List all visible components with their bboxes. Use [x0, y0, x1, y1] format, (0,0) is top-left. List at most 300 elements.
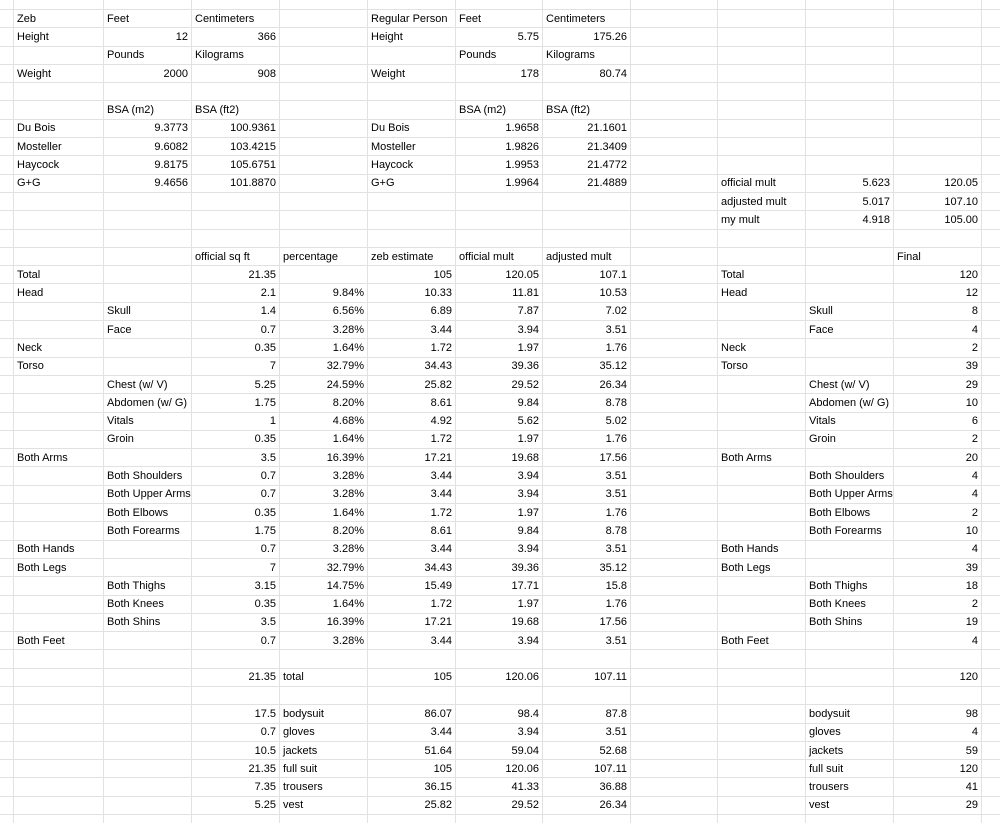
empty-cell[interactable] [631, 614, 718, 632]
empty-cell[interactable] [718, 83, 806, 101]
cell-r30c1[interactable]: Both Hands [14, 541, 104, 559]
empty-cell[interactable] [718, 431, 806, 449]
cell-r21c6[interactable]: 29.52 [456, 376, 543, 394]
empty-cell[interactable] [14, 211, 104, 229]
empty-cell[interactable] [982, 504, 1000, 522]
cell-r3c3[interactable]: Kilograms [192, 47, 280, 65]
empty-cell[interactable] [104, 815, 192, 823]
cell-r43c3[interactable]: 7.35 [192, 778, 280, 796]
empty-cell[interactable] [0, 101, 14, 119]
empty-cell[interactable] [982, 724, 1000, 742]
cell-r28c2[interactable]: Both Elbows [104, 504, 192, 522]
empty-cell[interactable] [631, 10, 718, 28]
cell-r42c4[interactable]: full suit [280, 760, 368, 778]
cell-r9c5[interactable]: Haycock [368, 156, 456, 174]
empty-cell[interactable] [982, 431, 1000, 449]
cell-r35c11[interactable]: 4 [894, 632, 982, 650]
empty-cell[interactable] [982, 138, 1000, 156]
cell-r25c9[interactable]: Both Arms [718, 449, 806, 467]
empty-cell[interactable] [631, 101, 718, 119]
empty-cell[interactable] [14, 504, 104, 522]
cell-r35c1[interactable]: Both Feet [14, 632, 104, 650]
cell-r16c7[interactable]: 10.53 [543, 284, 631, 302]
empty-cell[interactable] [982, 211, 1000, 229]
cell-r18c10[interactable]: Face [806, 321, 894, 339]
cell-r40c11[interactable]: 4 [894, 724, 982, 742]
empty-cell[interactable] [631, 138, 718, 156]
cell-r16c3[interactable]: 2.1 [192, 284, 280, 302]
cell-r32c3[interactable]: 3.15 [192, 577, 280, 595]
empty-cell[interactable] [192, 230, 280, 248]
empty-cell[interactable] [806, 47, 894, 65]
cell-r34c10[interactable]: Both Shins [806, 614, 894, 632]
empty-cell[interactable] [718, 65, 806, 83]
cell-r21c10[interactable]: Chest (w/ V) [806, 376, 894, 394]
cell-r4c1[interactable]: Weight [14, 65, 104, 83]
empty-cell[interactable] [894, 156, 982, 174]
empty-cell[interactable] [280, 815, 368, 823]
cell-r35c4[interactable]: 3.28% [280, 632, 368, 650]
cell-r19c1[interactable]: Neck [14, 339, 104, 357]
empty-cell[interactable] [456, 815, 543, 823]
empty-cell[interactable] [806, 358, 894, 376]
empty-cell[interactable] [982, 65, 1000, 83]
cell-r10c2[interactable]: 9.4656 [104, 175, 192, 193]
empty-cell[interactable] [982, 559, 1000, 577]
empty-cell[interactable] [104, 230, 192, 248]
cell-r41c4[interactable]: jackets [280, 742, 368, 760]
empty-cell[interactable] [631, 248, 718, 266]
empty-cell[interactable] [368, 101, 456, 119]
cell-r24c6[interactable]: 1.97 [456, 431, 543, 449]
cell-r22c6[interactable]: 9.84 [456, 394, 543, 412]
cell-r44c6[interactable]: 29.52 [456, 797, 543, 815]
empty-cell[interactable] [982, 193, 1000, 211]
empty-cell[interactable] [806, 632, 894, 650]
cell-r8c2[interactable]: 9.6082 [104, 138, 192, 156]
empty-cell[interactable] [104, 760, 192, 778]
empty-cell[interactable] [192, 211, 280, 229]
empty-cell[interactable] [631, 83, 718, 101]
cell-r42c5[interactable]: 105 [368, 760, 456, 778]
empty-cell[interactable] [0, 559, 14, 577]
empty-cell[interactable] [368, 211, 456, 229]
empty-cell[interactable] [0, 175, 14, 193]
empty-cell[interactable] [0, 0, 14, 10]
empty-cell[interactable] [14, 687, 104, 705]
cell-r31c7[interactable]: 35.12 [543, 559, 631, 577]
empty-cell[interactable] [104, 742, 192, 760]
empty-cell[interactable] [718, 577, 806, 595]
cell-r20c6[interactable]: 39.36 [456, 358, 543, 376]
empty-cell[interactable] [280, 230, 368, 248]
cell-r29c6[interactable]: 9.84 [456, 522, 543, 540]
empty-cell[interactable] [0, 778, 14, 796]
empty-cell[interactable] [718, 47, 806, 65]
cell-r39c4[interactable]: bodysuit [280, 705, 368, 723]
cell-r37c6[interactable]: 120.06 [456, 669, 543, 687]
cell-r22c11[interactable]: 10 [894, 394, 982, 412]
cell-r3c2[interactable]: Pounds [104, 47, 192, 65]
cell-r29c7[interactable]: 8.78 [543, 522, 631, 540]
cell-r4c2[interactable]: 2000 [104, 65, 192, 83]
cell-r23c6[interactable]: 5.62 [456, 413, 543, 431]
cell-r23c10[interactable]: Vitals [806, 413, 894, 431]
empty-cell[interactable] [982, 797, 1000, 815]
empty-cell[interactable] [14, 467, 104, 485]
empty-cell[interactable] [982, 449, 1000, 467]
cell-r17c6[interactable]: 7.87 [456, 303, 543, 321]
cell-r14c3[interactable]: official sq ft [192, 248, 280, 266]
empty-cell[interactable] [982, 156, 1000, 174]
cell-r26c3[interactable]: 0.7 [192, 467, 280, 485]
empty-cell[interactable] [806, 541, 894, 559]
cell-r40c5[interactable]: 3.44 [368, 724, 456, 742]
cell-r17c3[interactable]: 1.4 [192, 303, 280, 321]
cell-r10c7[interactable]: 21.4889 [543, 175, 631, 193]
cell-r32c7[interactable]: 15.8 [543, 577, 631, 595]
cell-r6c7[interactable]: BSA (ft2) [543, 101, 631, 119]
empty-cell[interactable] [192, 650, 280, 668]
empty-cell[interactable] [368, 815, 456, 823]
empty-cell[interactable] [14, 248, 104, 266]
cell-r29c4[interactable]: 8.20% [280, 522, 368, 540]
empty-cell[interactable] [14, 742, 104, 760]
cell-r24c5[interactable]: 1.72 [368, 431, 456, 449]
empty-cell[interactable] [982, 358, 1000, 376]
cell-r39c7[interactable]: 87.8 [543, 705, 631, 723]
cell-r42c11[interactable]: 120 [894, 760, 982, 778]
empty-cell[interactable] [104, 193, 192, 211]
cell-r8c5[interactable]: Mosteller [368, 138, 456, 156]
cell-r7c6[interactable]: 1.9658 [456, 120, 543, 138]
empty-cell[interactable] [982, 83, 1000, 101]
empty-cell[interactable] [806, 248, 894, 266]
cell-r40c4[interactable]: gloves [280, 724, 368, 742]
cell-r20c1[interactable]: Torso [14, 358, 104, 376]
cell-r30c3[interactable]: 0.7 [192, 541, 280, 559]
cell-r30c6[interactable]: 3.94 [456, 541, 543, 559]
empty-cell[interactable] [718, 101, 806, 119]
empty-cell[interactable] [982, 376, 1000, 394]
cell-r19c5[interactable]: 1.72 [368, 339, 456, 357]
cell-r17c10[interactable]: Skull [806, 303, 894, 321]
empty-cell[interactable] [543, 0, 631, 10]
empty-cell[interactable] [0, 467, 14, 485]
cell-r6c2[interactable]: BSA (m2) [104, 101, 192, 119]
empty-cell[interactable] [104, 248, 192, 266]
empty-cell[interactable] [0, 724, 14, 742]
empty-cell[interactable] [631, 650, 718, 668]
empty-cell[interactable] [0, 193, 14, 211]
empty-cell[interactable] [280, 65, 368, 83]
empty-cell[interactable] [104, 724, 192, 742]
empty-cell[interactable] [894, 101, 982, 119]
empty-cell[interactable] [631, 596, 718, 614]
empty-cell[interactable] [280, 193, 368, 211]
empty-cell[interactable] [104, 778, 192, 796]
empty-cell[interactable] [104, 83, 192, 101]
cell-r1c5[interactable]: Regular Person [368, 10, 456, 28]
cell-r32c5[interactable]: 15.49 [368, 577, 456, 595]
empty-cell[interactable] [104, 687, 192, 705]
cell-r21c7[interactable]: 26.34 [543, 376, 631, 394]
cell-r32c4[interactable]: 14.75% [280, 577, 368, 595]
empty-cell[interactable] [14, 83, 104, 101]
cell-r24c11[interactable]: 2 [894, 431, 982, 449]
empty-cell[interactable] [718, 0, 806, 10]
cell-r30c9[interactable]: Both Hands [718, 541, 806, 559]
empty-cell[interactable] [631, 815, 718, 823]
empty-cell[interactable] [104, 669, 192, 687]
empty-cell[interactable] [192, 0, 280, 10]
empty-cell[interactable] [14, 778, 104, 796]
empty-cell[interactable] [631, 284, 718, 302]
empty-cell[interactable] [104, 632, 192, 650]
empty-cell[interactable] [718, 522, 806, 540]
cell-r40c10[interactable]: gloves [806, 724, 894, 742]
empty-cell[interactable] [806, 669, 894, 687]
empty-cell[interactable] [280, 156, 368, 174]
cell-r34c4[interactable]: 16.39% [280, 614, 368, 632]
empty-cell[interactable] [718, 760, 806, 778]
cell-r24c3[interactable]: 0.35 [192, 431, 280, 449]
empty-cell[interactable] [456, 687, 543, 705]
empty-cell[interactable] [982, 10, 1000, 28]
empty-cell[interactable] [543, 815, 631, 823]
empty-cell[interactable] [631, 321, 718, 339]
empty-cell[interactable] [0, 614, 14, 632]
empty-cell[interactable] [631, 504, 718, 522]
empty-cell[interactable] [982, 467, 1000, 485]
empty-cell[interactable] [0, 705, 14, 723]
empty-cell[interactable] [0, 138, 14, 156]
cell-r22c2[interactable]: Abdomen (w/ G) [104, 394, 192, 412]
cell-r34c11[interactable]: 19 [894, 614, 982, 632]
cell-r29c3[interactable]: 1.75 [192, 522, 280, 540]
cell-r21c3[interactable]: 5.25 [192, 376, 280, 394]
cell-r1c2[interactable]: Feet [104, 10, 192, 28]
cell-r9c6[interactable]: 1.9953 [456, 156, 543, 174]
empty-cell[interactable] [982, 248, 1000, 266]
cell-r25c5[interactable]: 17.21 [368, 449, 456, 467]
empty-cell[interactable] [982, 614, 1000, 632]
cell-r3c6[interactable]: Pounds [456, 47, 543, 65]
cell-r1c7[interactable]: Centimeters [543, 10, 631, 28]
cell-r43c4[interactable]: trousers [280, 778, 368, 796]
empty-cell[interactable] [368, 83, 456, 101]
empty-cell[interactable] [280, 175, 368, 193]
cell-r16c11[interactable]: 12 [894, 284, 982, 302]
cell-r20c9[interactable]: Torso [718, 358, 806, 376]
cell-r19c6[interactable]: 1.97 [456, 339, 543, 357]
empty-cell[interactable] [806, 28, 894, 46]
empty-cell[interactable] [631, 120, 718, 138]
cell-r27c6[interactable]: 3.94 [456, 486, 543, 504]
cell-r10c9[interactable]: official mult [718, 175, 806, 193]
cell-r15c3[interactable]: 21.35 [192, 266, 280, 284]
empty-cell[interactable] [0, 413, 14, 431]
cell-r43c11[interactable]: 41 [894, 778, 982, 796]
empty-cell[interactable] [280, 266, 368, 284]
cell-r40c6[interactable]: 3.94 [456, 724, 543, 742]
cell-r44c11[interactable]: 29 [894, 797, 982, 815]
cell-r32c6[interactable]: 17.71 [456, 577, 543, 595]
cell-r10c5[interactable]: G+G [368, 175, 456, 193]
empty-cell[interactable] [718, 120, 806, 138]
empty-cell[interactable] [104, 559, 192, 577]
cell-r7c1[interactable]: Du Bois [14, 120, 104, 138]
cell-r35c6[interactable]: 3.94 [456, 632, 543, 650]
cell-r9c1[interactable]: Haycock [14, 156, 104, 174]
empty-cell[interactable] [0, 650, 14, 668]
empty-cell[interactable] [631, 394, 718, 412]
empty-cell[interactable] [0, 522, 14, 540]
cell-r31c5[interactable]: 34.43 [368, 559, 456, 577]
empty-cell[interactable] [456, 83, 543, 101]
cell-r28c3[interactable]: 0.35 [192, 504, 280, 522]
cell-r44c5[interactable]: 25.82 [368, 797, 456, 815]
empty-cell[interactable] [280, 28, 368, 46]
empty-cell[interactable] [0, 596, 14, 614]
cell-r28c6[interactable]: 1.97 [456, 504, 543, 522]
empty-cell[interactable] [14, 321, 104, 339]
empty-cell[interactable] [982, 230, 1000, 248]
cell-r44c7[interactable]: 26.34 [543, 797, 631, 815]
cell-r12c10[interactable]: 4.918 [806, 211, 894, 229]
empty-cell[interactable] [982, 669, 1000, 687]
cell-r8c7[interactable]: 21.3409 [543, 138, 631, 156]
empty-cell[interactable] [718, 614, 806, 632]
cell-r29c2[interactable]: Both Forearms [104, 522, 192, 540]
empty-cell[interactable] [14, 193, 104, 211]
cell-r8c6[interactable]: 1.9826 [456, 138, 543, 156]
cell-r27c5[interactable]: 3.44 [368, 486, 456, 504]
cell-r24c2[interactable]: Groin [104, 431, 192, 449]
empty-cell[interactable] [368, 47, 456, 65]
cell-r35c5[interactable]: 3.44 [368, 632, 456, 650]
cell-r11c11[interactable]: 107.10 [894, 193, 982, 211]
cell-r25c1[interactable]: Both Arms [14, 449, 104, 467]
empty-cell[interactable] [104, 358, 192, 376]
empty-cell[interactable] [0, 687, 14, 705]
cell-r19c9[interactable]: Neck [718, 339, 806, 357]
cell-r28c10[interactable]: Both Elbows [806, 504, 894, 522]
empty-cell[interactable] [806, 266, 894, 284]
empty-cell[interactable] [0, 797, 14, 815]
cell-r23c3[interactable]: 1 [192, 413, 280, 431]
empty-cell[interactable] [982, 705, 1000, 723]
empty-cell[interactable] [718, 742, 806, 760]
empty-cell[interactable] [982, 175, 1000, 193]
empty-cell[interactable] [894, 47, 982, 65]
empty-cell[interactable] [280, 650, 368, 668]
empty-cell[interactable] [456, 211, 543, 229]
cell-r41c5[interactable]: 51.64 [368, 742, 456, 760]
empty-cell[interactable] [806, 65, 894, 83]
cell-r37c11[interactable]: 120 [894, 669, 982, 687]
cell-r43c6[interactable]: 41.33 [456, 778, 543, 796]
empty-cell[interactable] [14, 486, 104, 504]
cell-r16c1[interactable]: Head [14, 284, 104, 302]
cell-r28c4[interactable]: 1.64% [280, 504, 368, 522]
empty-cell[interactable] [104, 541, 192, 559]
cell-r11c9[interactable]: adjusted mult [718, 193, 806, 211]
cell-r37c3[interactable]: 21.35 [192, 669, 280, 687]
empty-cell[interactable] [982, 28, 1000, 46]
cell-r33c6[interactable]: 1.97 [456, 596, 543, 614]
empty-cell[interactable] [718, 687, 806, 705]
cell-r44c10[interactable]: vest [806, 797, 894, 815]
cell-r42c7[interactable]: 107.11 [543, 760, 631, 778]
cell-r2c3[interactable]: 366 [192, 28, 280, 46]
cell-r2c7[interactable]: 175.26 [543, 28, 631, 46]
cell-r43c5[interactable]: 36.15 [368, 778, 456, 796]
empty-cell[interactable] [806, 83, 894, 101]
empty-cell[interactable] [806, 230, 894, 248]
cell-r16c5[interactable]: 10.33 [368, 284, 456, 302]
cell-r19c4[interactable]: 1.64% [280, 339, 368, 357]
cell-r12c9[interactable]: my mult [718, 211, 806, 229]
empty-cell[interactable] [631, 358, 718, 376]
cell-r9c7[interactable]: 21.4772 [543, 156, 631, 174]
empty-cell[interactable] [894, 10, 982, 28]
empty-cell[interactable] [0, 449, 14, 467]
cell-r27c3[interactable]: 0.7 [192, 486, 280, 504]
empty-cell[interactable] [718, 10, 806, 28]
empty-cell[interactable] [718, 596, 806, 614]
empty-cell[interactable] [368, 0, 456, 10]
empty-cell[interactable] [631, 577, 718, 595]
empty-cell[interactable] [104, 449, 192, 467]
empty-cell[interactable] [718, 303, 806, 321]
empty-cell[interactable] [0, 321, 14, 339]
cell-r29c10[interactable]: Both Forearms [806, 522, 894, 540]
cell-r30c5[interactable]: 3.44 [368, 541, 456, 559]
cell-r24c10[interactable]: Groin [806, 431, 894, 449]
cell-r8c3[interactable]: 103.4215 [192, 138, 280, 156]
empty-cell[interactable] [0, 376, 14, 394]
cell-r22c10[interactable]: Abdomen (w/ G) [806, 394, 894, 412]
empty-cell[interactable] [806, 815, 894, 823]
cell-r22c7[interactable]: 8.78 [543, 394, 631, 412]
cell-r4c7[interactable]: 80.74 [543, 65, 631, 83]
empty-cell[interactable] [631, 467, 718, 485]
empty-cell[interactable] [0, 303, 14, 321]
cell-r34c2[interactable]: Both Shins [104, 614, 192, 632]
cell-r33c5[interactable]: 1.72 [368, 596, 456, 614]
cell-r17c2[interactable]: Skull [104, 303, 192, 321]
empty-cell[interactable] [894, 650, 982, 668]
cell-r17c11[interactable]: 8 [894, 303, 982, 321]
empty-cell[interactable] [894, 815, 982, 823]
cell-r9c2[interactable]: 9.8175 [104, 156, 192, 174]
cell-r16c9[interactable]: Head [718, 284, 806, 302]
empty-cell[interactable] [806, 650, 894, 668]
empty-cell[interactable] [718, 230, 806, 248]
cell-r16c6[interactable]: 11.81 [456, 284, 543, 302]
empty-cell[interactable] [631, 376, 718, 394]
cell-r25c4[interactable]: 16.39% [280, 449, 368, 467]
empty-cell[interactable] [806, 120, 894, 138]
cell-r19c11[interactable]: 2 [894, 339, 982, 357]
empty-cell[interactable] [631, 742, 718, 760]
cell-r26c11[interactable]: 4 [894, 467, 982, 485]
cell-r14c11[interactable]: Final [894, 248, 982, 266]
cell-r37c7[interactable]: 107.11 [543, 669, 631, 687]
cell-r40c7[interactable]: 3.51 [543, 724, 631, 742]
empty-cell[interactable] [0, 339, 14, 357]
